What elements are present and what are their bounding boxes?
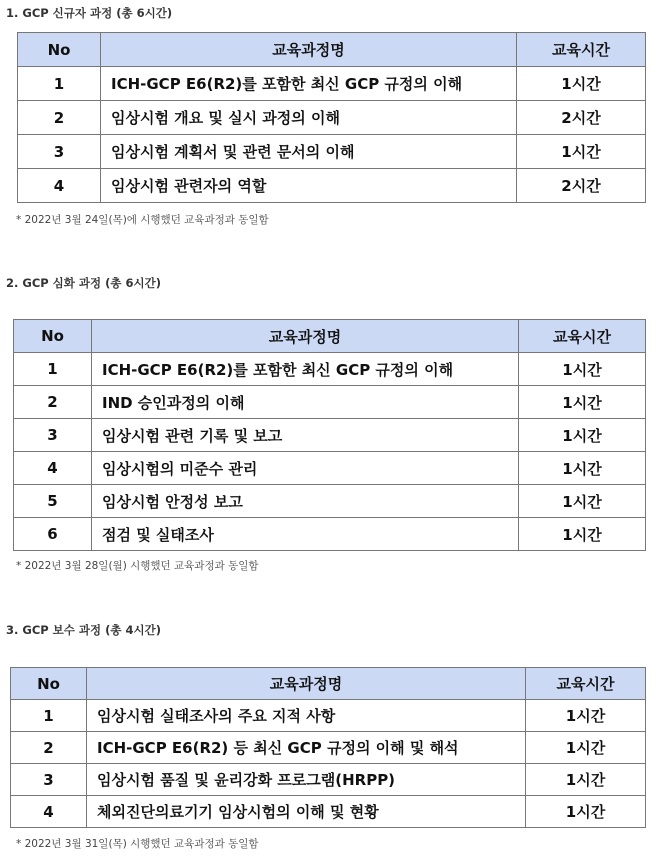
header-course-name: 교육과정명 <box>92 320 519 353</box>
section-1-title: 1. GCP 신규자 과정 (총 6시간) <box>6 6 173 20</box>
row-hours: 1시간 <box>519 518 646 551</box>
row-hours: 1시간 <box>526 764 646 796</box>
section-3-title: 3. GCP 보수 과정 (총 4시간) <box>6 623 161 637</box>
table-row <box>11 796 646 828</box>
table-row <box>11 700 646 732</box>
section-2-note: * 2022년 3월 28일(월) 시행했던 교육과정과 동일함 <box>16 560 259 572</box>
row-course-name: 체외진단의료기기 임상시험의 이해 및 현황 <box>87 796 526 828</box>
row-course-name: 점검 및 실태조사 <box>92 518 519 551</box>
course-table-2 <box>13 319 646 551</box>
row-hours: 1시간 <box>519 419 646 452</box>
row-no: 3 <box>14 419 92 452</box>
row-hours: 1시간 <box>517 135 646 169</box>
row-no: 1 <box>11 700 87 732</box>
row-no: 6 <box>14 518 92 551</box>
row-course-name: 임상시험 안정성 보고 <box>92 485 519 518</box>
table-row <box>14 518 646 551</box>
row-no: 1 <box>14 353 92 386</box>
table-header-row <box>11 668 646 700</box>
row-course-name: 임상시험 계획서 및 관련 문서의 이해 <box>101 135 517 169</box>
table-header-row <box>18 33 646 67</box>
header-course-name: 교육과정명 <box>101 33 517 67</box>
section-3-note: * 2022년 3월 31일(목) 시행했던 교육과정과 동일함 <box>16 838 259 850</box>
table-row <box>14 452 646 485</box>
table-row <box>11 732 646 764</box>
row-no: 2 <box>18 101 101 135</box>
header-hours: 교육시간 <box>526 668 646 700</box>
table-row <box>18 67 646 101</box>
row-no: 3 <box>18 135 101 169</box>
table-row <box>18 169 646 203</box>
course-table-3 <box>10 667 646 828</box>
header-no: No <box>14 320 92 353</box>
header-course-name: 교육과정명 <box>87 668 526 700</box>
table-row <box>14 353 646 386</box>
table-row <box>18 101 646 135</box>
header-hours: 교육시간 <box>519 320 646 353</box>
row-course-name: 임상시험 실태조사의 주요 지적 사항 <box>87 700 526 732</box>
row-hours: 2시간 <box>517 169 646 203</box>
row-course-name: 임상시험 관련 기록 및 보고 <box>92 419 519 452</box>
course-table-1 <box>17 32 646 203</box>
row-no: 4 <box>11 796 87 828</box>
table-header-row <box>14 320 646 353</box>
table-row <box>14 485 646 518</box>
row-course-name: IND 승인과정의 이해 <box>92 386 519 419</box>
row-hours: 2시간 <box>517 101 646 135</box>
row-no: 1 <box>18 67 101 101</box>
row-course-name: 임상시험 관련자의 역할 <box>101 169 517 203</box>
header-hours: 교육시간 <box>517 33 646 67</box>
header-no: No <box>11 668 87 700</box>
row-course-name: ICH-GCP E6(R2)를 포함한 최신 GCP 규정의 이해 <box>92 353 519 386</box>
row-course-name: 임상시험의 미준수 관리 <box>92 452 519 485</box>
row-hours: 1시간 <box>519 386 646 419</box>
row-hours: 1시간 <box>526 732 646 764</box>
row-hours: 1시간 <box>519 452 646 485</box>
section-2-title: 2. GCP 심화 과정 (총 6시간) <box>6 276 161 290</box>
row-hours: 1시간 <box>526 796 646 828</box>
row-course-name: ICH-GCP E6(R2) 등 최신 GCP 규정의 이해 및 해석 <box>87 732 526 764</box>
row-hours: 1시간 <box>526 700 646 732</box>
row-no: 4 <box>14 452 92 485</box>
section-1-note: * 2022년 3월 24일(목)에 시행했던 교육과정과 동일함 <box>16 214 269 226</box>
row-hours: 1시간 <box>519 485 646 518</box>
row-course-name: 임상시험 품질 및 윤리강화 프로그램(HRPP) <box>87 764 526 796</box>
row-course-name: ICH-GCP E6(R2)를 포함한 최신 GCP 규정의 이해 <box>101 67 517 101</box>
table-row <box>18 135 646 169</box>
row-no: 5 <box>14 485 92 518</box>
row-hours: 1시간 <box>517 67 646 101</box>
row-no: 4 <box>18 169 101 203</box>
row-no: 2 <box>11 732 87 764</box>
row-course-name: 임상시험 개요 및 실시 과정의 이해 <box>101 101 517 135</box>
table-row <box>14 386 646 419</box>
row-no: 2 <box>14 386 92 419</box>
table-row <box>14 419 646 452</box>
header-no: No <box>18 33 101 67</box>
row-hours: 1시간 <box>519 353 646 386</box>
row-no: 3 <box>11 764 87 796</box>
table-row <box>11 764 646 796</box>
